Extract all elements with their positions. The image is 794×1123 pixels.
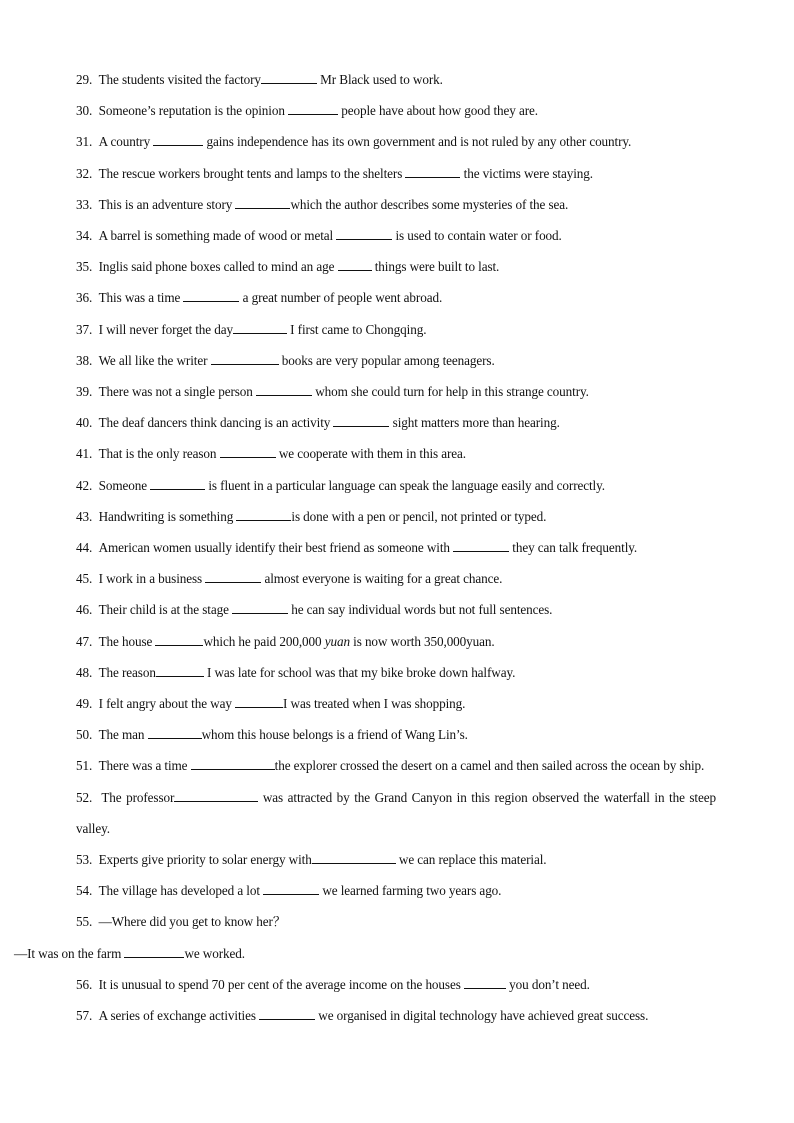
question-text-before: Someone [98,477,151,493]
question-number: 49. [76,696,93,712]
question-list [14,64,716,1031]
question-text-before: The man [98,727,148,743]
question-51 [76,750,716,781]
question-text-after: he can say individual words but not full sentences. [288,602,553,618]
question-number: 29. [76,72,93,87]
answer-blank[interactable] [333,414,389,427]
question-number: 47. [76,633,93,649]
question-56 [76,969,716,1000]
question-35 [76,251,716,282]
question-text-after: gains independence has its own government and is not ruled by any other country. [203,134,632,150]
question-text-after: which he paid 200,000 [203,633,325,649]
question-47 [76,626,716,657]
question-number: 30. [76,103,93,119]
answer-blank[interactable] [174,789,258,802]
question-36 [76,282,716,313]
answer-blank[interactable] [183,289,239,302]
question-number: 33. [76,196,93,212]
question-48 [76,657,716,688]
question-number: 45. [76,571,93,587]
question-text-before: Experts give priority to solar energy with [98,852,312,868]
question-text-after: you don’t need. [505,976,590,992]
question-44 [76,532,716,563]
question-number: 39. [76,384,93,400]
answer-blank[interactable] [233,321,287,334]
question-text-after: is done with a pen or pencil, not printed or typed. [291,508,547,524]
question-number: 34. [76,228,93,244]
question-text-after: books are very popular among teenagers. [278,352,495,368]
question-text-after: people have about how good they are. [338,103,538,119]
question-number: 41. [76,446,93,462]
answer-blank[interactable] [338,258,372,271]
question-text-before: The reason [98,664,156,680]
question-text-before: I will never forget the day [98,321,233,337]
question-57 [76,1000,716,1031]
question-text-after: whom this house belongs is a friend of Wang Lin’s. [201,727,468,743]
question-number: 52. [76,789,93,805]
question-55-answer-line [14,938,716,969]
question-number: 40. [76,415,93,431]
answer-blank[interactable] [312,851,396,864]
answer-blank[interactable] [211,352,279,365]
answer-blank[interactable] [124,945,184,958]
question-45 [76,563,716,594]
question-text-before: The village has developed a lot [98,883,264,899]
answer-blank[interactable] [263,882,319,895]
question-number: 54. [76,883,93,899]
question-number: 48. [76,664,93,680]
answer-blank[interactable] [153,133,203,146]
question-52 [76,782,716,844]
question-text-before: We all like the writer [98,352,211,368]
question-text-after: I was treated when I was shopping. [283,696,466,712]
question-text-before: This was a time [98,290,184,306]
question-54 [76,875,716,906]
question-43 [76,501,716,532]
question-text-after-2: is now worth 350,000yuan. [349,633,495,649]
question-text-before: Inglis said phone boxes called to mind an age [98,259,338,275]
question-text-after: we worked. [184,945,245,961]
answer-blank[interactable] [405,165,460,178]
question-text-after: Mr Black used to work. [316,72,443,87]
question-number: 37. [76,321,93,337]
answer-blank[interactable] [453,539,509,552]
answer-blank[interactable] [205,570,261,583]
question-text-after: things were built to last. [371,259,500,275]
question-34 [76,220,716,251]
question-text-before: —It was on the farm [14,945,125,961]
question-number: 56. [76,976,93,992]
question-number: 50. [76,727,93,743]
question-number: 46. [76,602,93,618]
question-text-after: they can talk frequently. [509,540,638,556]
question-text-before: I work in a business [98,571,206,587]
question-text-after: sight matters more than hearing. [389,415,560,431]
question-text-after: I was late for school was that my bike broke down halfway. [203,664,516,680]
answer-blank[interactable] [464,976,506,989]
question-number: 57. [76,1008,93,1024]
question-text-after: we organised in digital technology have achieved great success. [315,1008,649,1024]
question-40 [76,407,716,438]
answer-blank[interactable] [259,1007,315,1020]
question-text-after: the victims were staying. [460,165,593,181]
answer-blank[interactable] [261,71,317,84]
answer-blank[interactable] [191,757,275,770]
question-29 [76,64,716,95]
question-text-before: There was a time [98,758,191,774]
question-46 [76,594,716,625]
answer-blank[interactable] [236,508,291,521]
question-text-before: The rescue workers brought tents and lamps to the shelters [98,165,406,181]
answer-blank[interactable] [156,664,204,677]
question-text-before: The professor [101,789,175,805]
question-text-before: A barrel is something made of wood or metal [98,228,337,244]
question-31 [76,126,716,157]
question-text-before: It is unusual to spend 70 per cent of the average income on the houses [98,976,464,992]
question-number: 44. [76,540,93,556]
answer-blank[interactable] [220,445,276,458]
question-text-before: American women usually identify their best friend as someone with [98,540,454,556]
question-text-after: we learned farming two years ago. [319,883,502,899]
question-33 [76,189,716,220]
question-text-before: The students visited the factory [98,72,261,87]
question-number: 42. [76,477,93,493]
answer-blank[interactable] [256,383,312,396]
question-39 [76,376,716,407]
question-text-after: is fluent in a particular language can speak the language easily and correctly. [205,477,605,493]
question-text-before: That is the only reason [98,446,220,462]
answer-blank[interactable] [235,196,290,209]
question-text-after: we cooperate with them in this area. [275,446,467,462]
question-text-before: Handwriting is something [98,508,237,524]
question-number: 53. [76,852,93,868]
question-text-before: Their child is at the stage [98,602,233,618]
question-text-after: whom she could turn for help in this strange country. [312,384,589,400]
question-text-after: is used to contain water or food. [392,228,562,244]
answer-blank[interactable] [235,695,283,708]
question-text-before: I felt angry about the way [98,696,236,712]
answer-blank[interactable] [336,227,392,240]
question-number: 32. [76,165,93,181]
question-number: 51. [76,758,93,774]
question-text-italic: yuan [324,633,350,649]
question-text-before: This is an adventure story [98,196,236,212]
answer-blank[interactable] [288,102,338,115]
question-text-after: almost everyone is waiting for a great chance. [261,571,503,587]
question-49 [76,688,716,719]
answer-blank[interactable] [150,477,205,490]
answer-blank[interactable] [232,601,288,614]
question-text-after: which the author describes some mysteries of the sea. [290,196,569,212]
question-text-before: —Where did you get to know her？ [98,914,286,930]
question-number: 38. [76,352,93,368]
question-text-after: we can replace this material. [395,852,547,868]
question-text-before: Someone’s reputation is the opinion [98,103,289,119]
question-text-before: A country [98,134,154,150]
question-53 [76,844,716,875]
question-number: 43. [76,508,93,524]
question-55 [76,906,716,937]
question-text-before: There was not a single person [98,384,256,400]
question-text-after: was attracted by the Grand Canyon in this region observed the waterfall in the steep valley. [76,789,716,836]
question-text-before: The house [98,633,156,649]
question-50 [76,719,716,750]
question-41 [76,438,716,469]
question-42 [76,470,716,501]
answer-blank[interactable] [148,726,202,739]
question-text-after: a great number of people went abroad. [239,290,443,306]
question-text-before: The deaf dancers think dancing is an activity [98,415,334,431]
question-text-after: the explorer crossed the desert on a camel and then sailed across the ocean by ship. [274,758,705,774]
question-38 [76,345,716,376]
question-number: 35. [76,259,93,275]
question-number: 55. [76,914,93,930]
question-30 [76,95,716,126]
question-32 [76,158,716,189]
question-text-after: I first came to Chongqing. [286,321,427,337]
question-37 [76,314,716,345]
answer-blank[interactable] [155,633,203,646]
question-text-before: A series of exchange activities [98,1008,260,1024]
question-number: 31. [76,134,93,150]
question-number: 36. [76,290,93,306]
